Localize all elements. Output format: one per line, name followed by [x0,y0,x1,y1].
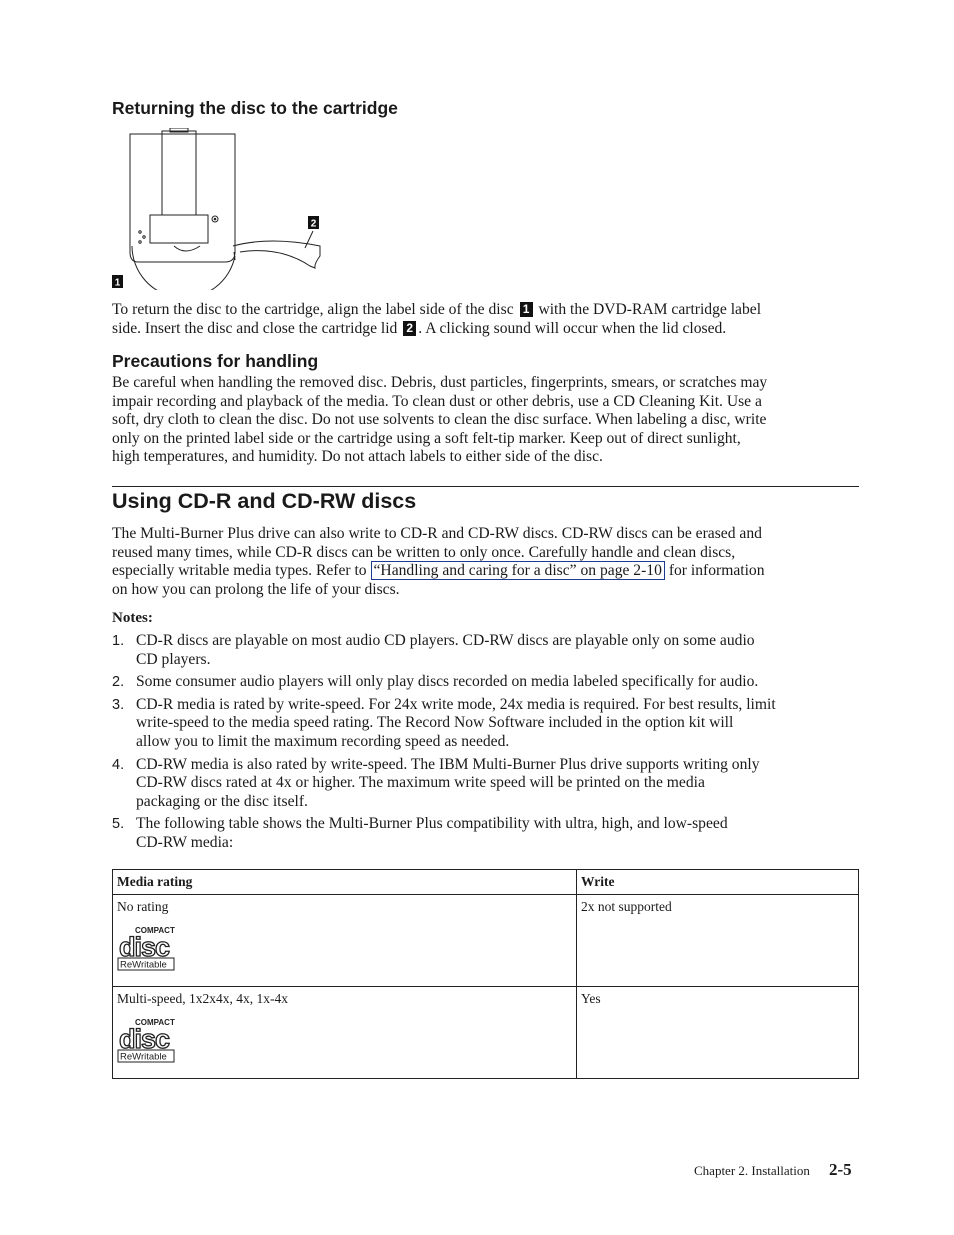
note-line: packaging or the disc itself. [136,792,308,810]
precautions-line: high temperatures, and humidity. Do not attach labels to either side of the disc. [112,448,603,466]
note-number: 1. [112,633,125,649]
precautions-line: soft, dry cloth to clean the disc. Do not use solvents to clean the disc surface. When labeling a disc, write [112,411,767,429]
logo-disc-text: disc [119,932,170,962]
compact-disc-rewritable-logo [117,925,177,971]
precautions-line: only on the printed label side or the cartridge using a soft felt-tip marker. Keep out of direct sunlight, [112,429,741,447]
callout-1-label: 1 [114,277,121,289]
table-row [113,895,859,987]
precautions-line: Be careful when handling the removed disc. Debris, dust particles, fingerprints, smears, or scratches may [112,374,768,391]
table-cell-rating [113,987,577,1079]
table-header-media-rating: Media rating [113,870,577,895]
section-divider [112,486,859,487]
logo-compact-text: COMPACT [135,1018,175,1027]
footer-page-number: 2-5 [828,1160,852,1179]
logo-compact-text: COMPACT [135,926,175,935]
cdr-intro-paragraph [112,525,872,599]
returning-text-d: . A clicking sound will occur when the lid closed. [418,319,727,337]
cdr-intro-line: reused many times, while CD-R discs can be written to only once. Carefully handle and clean discs, [112,543,736,561]
note-line: The following table shows the Multi-Burner Plus compatibility with ultra, high, and low-speed [136,815,728,833]
cdr-intro-line: The Multi-Burner Plus drive can also write to CD-R and CD-RW discs. CD-RW discs can be erased and [112,525,762,542]
cdr-intro-line3-pre: especially writable media types. Refer to [112,562,367,580]
notes-list [112,632,872,853]
notes-label: Notes: [112,610,153,626]
note-number: 3. [112,696,125,713]
table-header-row [113,870,859,895]
note-number: 5. [112,816,125,833]
note-item [112,673,872,692]
media-compat-table [112,869,859,1079]
cdr-intro-line3-post: for information [668,562,765,580]
section-title-precautions: Precautions for handling [112,351,319,371]
returning-text-a: To return the disc to the cartridge, align the label side of the disc [112,301,514,318]
note-item [112,696,872,752]
table-cell-write: 2x not supported [577,895,859,987]
footer-chapter: Chapter 2. Installation [694,1163,810,1178]
section-title-returning: Returning the disc to the cartridge [112,98,398,118]
returning-text-c: side. Insert the disc and close the cartridge lid [112,319,398,337]
note-line: CD players. [136,650,211,668]
note-item [112,756,872,812]
note-item [112,815,872,852]
page-footer [694,1160,852,1180]
note-line: CD-RW media: [136,833,234,851]
note-line: CD-R media is rated by write-speed. For 24x write mode, 24x media is required. For best results, limit [136,695,776,713]
callout-2-label: 2 [310,218,317,230]
note-line: allow you to limit the maximum recording speed as needed. [136,732,510,750]
section-title-cdr: Using CD-R and CD-RW discs [112,489,417,513]
cartridge-illustration [110,128,335,290]
callout-1-inline: 1 [520,302,533,317]
returning-text-b: with the DVD-RAM cartridge label [538,301,762,318]
table-row [113,987,859,1079]
rating-text: No rating [117,899,169,914]
note-line: CD-RW media is also rated by write-speed. The IBM Multi-Burner Plus drive supports writing only [136,755,760,773]
table-cell-write: Yes [577,987,859,1079]
note-line: CD-R discs are playable on most audio CD players. CD-RW discs are playable only on some audio [136,632,755,649]
logo-rewritable-text: ReWritable [120,1051,167,1063]
note-line: CD-RW discs rated at 4x or higher. The maximum write speed will be printed on the media [136,774,705,792]
returning-paragraph [112,301,872,338]
note-line: Some consumer audio players will only play discs recorded on media labeled specifically for audio. [136,673,759,691]
note-item [112,632,872,669]
note-number: 4. [112,756,125,773]
rating-text: Multi-speed, 1x2x4x, 4x, 1x-4x [117,991,288,1006]
logo-rewritable-text: ReWritable [120,959,167,971]
handling-caring-link[interactable]: “Handling and caring for a disc” on page 2-10 [371,561,665,580]
note-line: write-speed to the media speed rating. The Record Now Software included in the option kit will [136,714,734,732]
table-header-write: Write [577,870,859,895]
logo-disc-text: disc [119,1024,170,1054]
note-number: 2. [112,674,125,691]
cdr-intro-line: on how you can prolong the life of your discs. [112,580,400,598]
callout-2-inline: 2 [403,321,416,336]
compact-disc-rewritable-logo [117,1017,177,1063]
precautions-line: impair recording and playback of the media. To clean dust or other debris, use a CD Cleaning Kit. Use a [112,392,762,410]
precautions-paragraph [112,374,872,467]
table-cell-rating [113,895,577,987]
